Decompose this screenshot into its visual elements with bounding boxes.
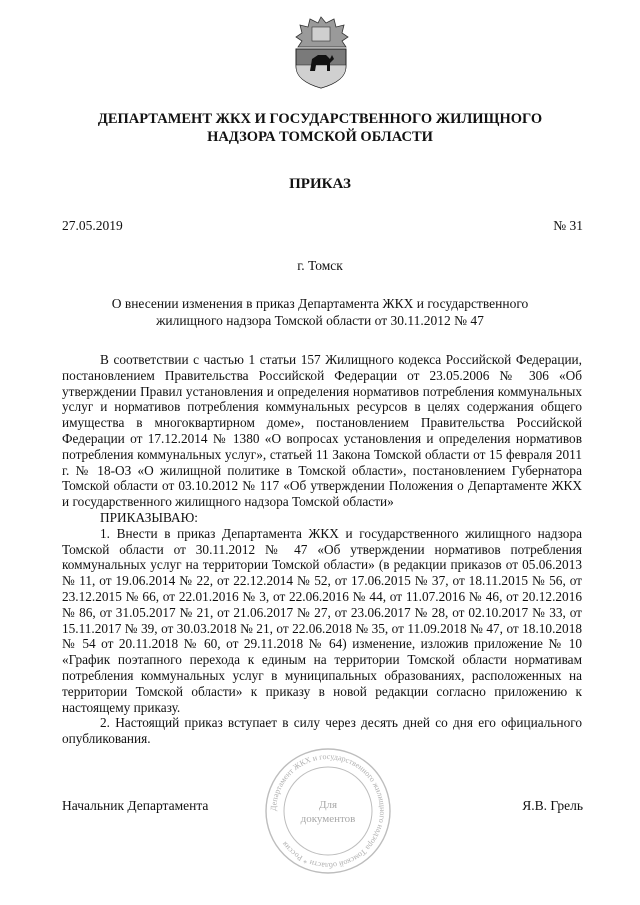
document-body [62,352,582,747]
document-subject [90,296,550,329]
document-city: г. Томск [297,258,343,273]
document-type: ПРИКАЗ [289,176,351,192]
document-date: 27.05.2019 [62,218,123,233]
department-header [60,110,580,146]
order-word: ПРИКАЗЫВАЮ: [100,509,198,525]
coat-of-arms-icon [290,15,352,90]
svg-text:Департамент ЖКХ и государствен [269,752,387,870]
signature-position: Начальник Департамента [62,798,209,813]
item-1-paragraph: 1. Внести в приказ Департамента ЖКХ и государственного жилищного надзора Томской области от 30.11.2012 № 47 «Об утверждении нормативов потребления коммунальных услуг на территории Томской области» (в редакции приказов от 05.06.2013 № 11, от 19.06.2014 № 22, от 22.12.2014 № 52, от 17.06.2015 № 37, от 18.11.2015 № 56, от 23.12.2015 № 66, от 22.01.2016 № 3, от 22.06.2016 № 44, от 11.07.2016 № 46, от 20.12.2016 № 86, от 31.05.2017 № 21, от 21.06.2017 № 27, от 23.06.2017 № 28, от 02.10.2017 № 33, от 15.11.2017 № 39, от 30.03.2018 № 21, от 22.06.2018 № 35, от 11.09.2018 № 47, от 18.10.2018 № 54 от 20.11.2018 № 60, от 29.11.2018 № 64) изменение, изложив приложение № 10 «График поэтапного перехода к единым на территории Томской области нормативам потребления коммунальных услуг в муниципальных образованиях, расположенных на территории Томской области» к приказу в новой редакции согласно приложению к настоящему приказу. [62,525,582,715]
document-number: № 31 [553,218,583,233]
official-stamp [263,746,393,876]
stamp-center-line-1: Для [318,799,338,811]
stamp-center-line-2: документов [300,813,356,825]
department-line-2: НАДЗОРА ТОМСКОЙ ОБЛАСТИ [207,129,433,145]
department-line-1: ДЕПАРТАМЕНТ ЖКХ И ГОСУДАРСТВЕННОГО ЖИЛИЩНОГО [97,111,543,127]
subject-line-2: жилищного надзора Томской области от 30.11.2012 № 47 [156,312,484,328]
signature-name: Я.В. Грель [522,798,583,813]
subject-line-1: О внесении изменения в приказ Департамента ЖКХ и государственного [111,296,529,311]
stamp-ring-text: Департамент ЖКХ и государственного жилищного надзора Томской области * Россия [268,751,388,871]
item-2-paragraph: 2. Настоящий приказ вступает в силу через десять дней со дня его официального опубликования. [62,715,582,747]
preamble-paragraph: В соответствии с частью 1 статьи 157 Жилищного кодекса Российской Федерации, постановлением Правительства Российской Федерации от 23.05.2006 № 306 «Об утверждении Правил установления и определения нормативов потребления коммунальных услуг и нормативов потребления коммунальных ресурсов в целях содержания общего имущества в многоквартирном доме», постановлением Правительства Российской Федерации от 17.12.2014 № 1380 «О вопросах установления и определения нормативов потребления коммунальных услуг», статьей 11 Закона Томской области от 15 февраля 2011 г. № 18-ОЗ «О жилищной политике в Томской области», постановлением Губернатора Томской области от 03.10.2012 № 117 «Об утверждении Положения о Департаменте ЖКХ и государственного жилищного надзора Томской области» [62,352,582,510]
